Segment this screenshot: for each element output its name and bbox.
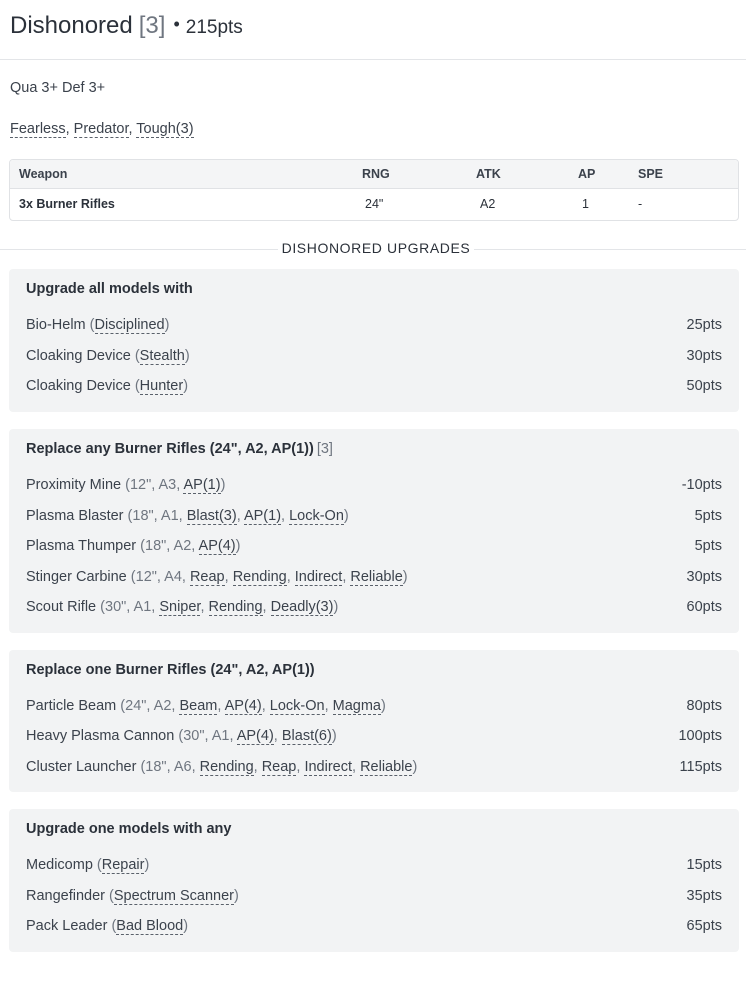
option-profile: 30", A1,: [105, 599, 160, 615]
upgrade-group-title: [26, 281, 193, 297]
group-title-text: Replace one Burner Rifles (24", A2, AP(1)): [26, 662, 315, 678]
option-rule[interactable]: Blast(6): [281, 728, 332, 744]
option-price: 30pts: [686, 348, 722, 364]
option-price: 15pts: [686, 857, 722, 873]
option-price: -10pts: [681, 477, 722, 493]
option-rule[interactable]: Reap: [261, 759, 297, 775]
upgrade-option[interactable]: Plasma Thumper (18", A2, AP(4)) 5pts: [26, 538, 722, 554]
weapons-table: [9, 159, 739, 221]
option-name: Proximity Mine: [26, 477, 122, 493]
rule-predator[interactable]: Predator: [73, 121, 129, 137]
unit-model-count: [3]: [138, 12, 166, 39]
option-name: Rangefinder: [26, 888, 105, 904]
option-rule[interactable]: Deadly(3): [270, 599, 334, 615]
col-atk: ATK: [476, 167, 501, 181]
option-price: 50pts: [686, 378, 722, 394]
option-name: Medicomp: [26, 857, 93, 873]
option-rule[interactable]: AP(4): [236, 728, 274, 744]
option-rule[interactable]: Reap: [189, 569, 225, 585]
upgrade-option[interactable]: Medicomp (Repair) 15pts: [26, 857, 722, 873]
upgrade-group: [9, 650, 739, 792]
option-rule[interactable]: AP(1): [243, 508, 282, 524]
option-price: 100pts: [678, 728, 722, 744]
group-title-text: Upgrade one models with any: [26, 821, 232, 837]
option-price: 80pts: [686, 698, 722, 714]
option-profile: 12", A3,: [129, 477, 184, 493]
weapon-special: -: [638, 197, 643, 211]
unit-header: [0, 0, 746, 60]
option-rule[interactable]: Reliable: [350, 569, 403, 585]
option-name: Cluster Launcher: [26, 759, 137, 775]
upgrade-option[interactable]: Bio-Helm (Disciplined) 25pts: [26, 317, 722, 333]
group-title-text: Replace any Burner Rifles (24", A2, AP(1)): [26, 441, 314, 457]
option-rule[interactable]: Rending: [199, 759, 254, 775]
unit-points: 215pts: [185, 17, 243, 38]
upgrade-group-title: [26, 441, 333, 457]
upgrade-group: [9, 429, 739, 633]
option-rule[interactable]: AP(1): [183, 477, 221, 493]
option-name: Scout Rifle: [26, 599, 97, 615]
group-title-text: Upgrade all models with: [26, 281, 193, 297]
upgrade-option[interactable]: Rangefinder (Spectrum Scanner) 35pts: [26, 888, 722, 904]
option-name: Bio-Helm: [26, 317, 86, 333]
upgrade-option[interactable]: Stinger Carbine (12", A4, Reap, Rending, Indirect, Reliable) 30pts: [26, 569, 722, 585]
option-rule[interactable]: Magma: [332, 698, 381, 714]
upgrade-option[interactable]: Cloaking Device (Stealth) 30pts: [26, 348, 722, 364]
option-name: Cloaking Device: [26, 348, 131, 364]
option-rule[interactable]: Repair: [101, 857, 145, 873]
option-profile: 24", A2,: [125, 698, 180, 714]
option-price: 65pts: [686, 918, 722, 934]
option-rule[interactable]: Bad Blood: [116, 918, 184, 934]
option-price: 30pts: [686, 569, 722, 585]
option-profile: 30", A1,: [183, 728, 237, 744]
upgrade-option[interactable]: Proximity Mine (12", A3, AP(1)) -10pts: [26, 477, 722, 493]
option-rule[interactable]: Rending: [232, 569, 287, 585]
unit-title: [10, 12, 243, 40]
option-rule[interactable]: Indirect: [304, 759, 352, 775]
option-profile: 18", A2,: [145, 538, 199, 554]
option-price: 25pts: [686, 317, 722, 333]
option-rule[interactable]: Rending: [208, 599, 263, 615]
option-name: Pack Leader: [26, 918, 108, 934]
weapons-table-header: [10, 160, 738, 189]
option-name: Cloaking Device: [26, 378, 131, 394]
weapon-ap: 1: [582, 197, 589, 211]
option-price: 35pts: [686, 888, 722, 904]
option-price: 60pts: [686, 599, 722, 615]
option-price: 5pts: [694, 508, 722, 524]
unit-stats: Qua 3+ Def 3+: [10, 80, 106, 96]
weapon-name: 3x Burner Rifles: [19, 197, 115, 211]
option-rule[interactable]: Lock-On: [269, 698, 325, 714]
upgrade-option[interactable]: Plasma Blaster (18", A1, Blast(3), AP(1), Lock-On) 5pts: [26, 508, 722, 524]
upgrade-option[interactable]: Heavy Plasma Cannon (30", A1, AP(4), Blast(6)) 100pts: [26, 728, 722, 744]
option-rule[interactable]: AP(4): [198, 538, 236, 554]
upgrade-option[interactable]: Cloaking Device (Hunter) 50pts: [26, 378, 722, 394]
upgrade-option[interactable]: Particle Beam (24", A2, Beam, AP(4), Lock-On, Magma) 80pts: [26, 698, 722, 714]
special-rules: Fearless, Predator, Tough(3): [10, 121, 194, 137]
option-rule[interactable]: Reliable: [360, 759, 413, 775]
rule-tough[interactable]: Tough(3): [136, 121, 194, 137]
section-title: DISHONORED UPGRADES: [278, 240, 474, 256]
col-spe: SPE: [638, 167, 664, 181]
option-name: Stinger Carbine: [26, 569, 127, 585]
option-name: Plasma Blaster: [26, 508, 124, 524]
option-rule[interactable]: Sniper: [159, 599, 201, 615]
upgrade-group-title: [26, 821, 231, 837]
option-rule[interactable]: Disciplined: [94, 317, 165, 333]
option-rule[interactable]: Hunter: [139, 378, 184, 394]
option-profile: 12", A4,: [135, 569, 190, 585]
weapon-range: 24": [365, 197, 384, 211]
option-profile: 18", A1,: [132, 508, 187, 524]
option-rule[interactable]: Indirect: [294, 569, 343, 585]
option-rule[interactable]: Lock-On: [289, 508, 344, 524]
rule-fearless[interactable]: Fearless: [10, 121, 66, 137]
group-limit: [3]: [316, 441, 333, 457]
option-profile: 18", A6,: [145, 759, 200, 775]
option-name: Plasma Thumper: [26, 538, 137, 554]
upgrade-option[interactable]: Pack Leader (Bad Blood) 65pts: [26, 918, 722, 934]
option-rule[interactable]: Blast(3): [186, 508, 237, 524]
upgrade-group: [9, 809, 739, 952]
option-rule[interactable]: Spectrum Scanner: [113, 888, 234, 904]
weapon-attacks: A2: [480, 197, 496, 211]
option-rule[interactable]: Beam: [179, 698, 218, 714]
option-name: Particle Beam: [26, 698, 117, 714]
col-ap: AP: [578, 167, 596, 181]
option-name: Heavy Plasma Cannon: [26, 728, 175, 744]
upgrade-group-title: [26, 662, 315, 678]
upgrade-option[interactable]: Cluster Launcher (18", A6, Rending, Reap, Indirect, Reliable) 115pts: [26, 759, 722, 775]
unit-name: Dishonored: [10, 12, 133, 39]
upgrade-group: [9, 269, 739, 412]
option-price: 5pts: [694, 538, 722, 554]
col-weapon: Weapon: [19, 167, 68, 181]
option-rule[interactable]: AP(4): [224, 698, 262, 714]
option-rule[interactable]: Stealth: [139, 348, 185, 364]
option-price: 115pts: [679, 759, 722, 775]
col-rng: RNG: [362, 167, 390, 181]
title-bullet: •: [173, 14, 180, 34]
upgrade-option[interactable]: Scout Rifle (30", A1, Sniper, Rending, Deadly(3)) 60pts: [26, 599, 722, 615]
